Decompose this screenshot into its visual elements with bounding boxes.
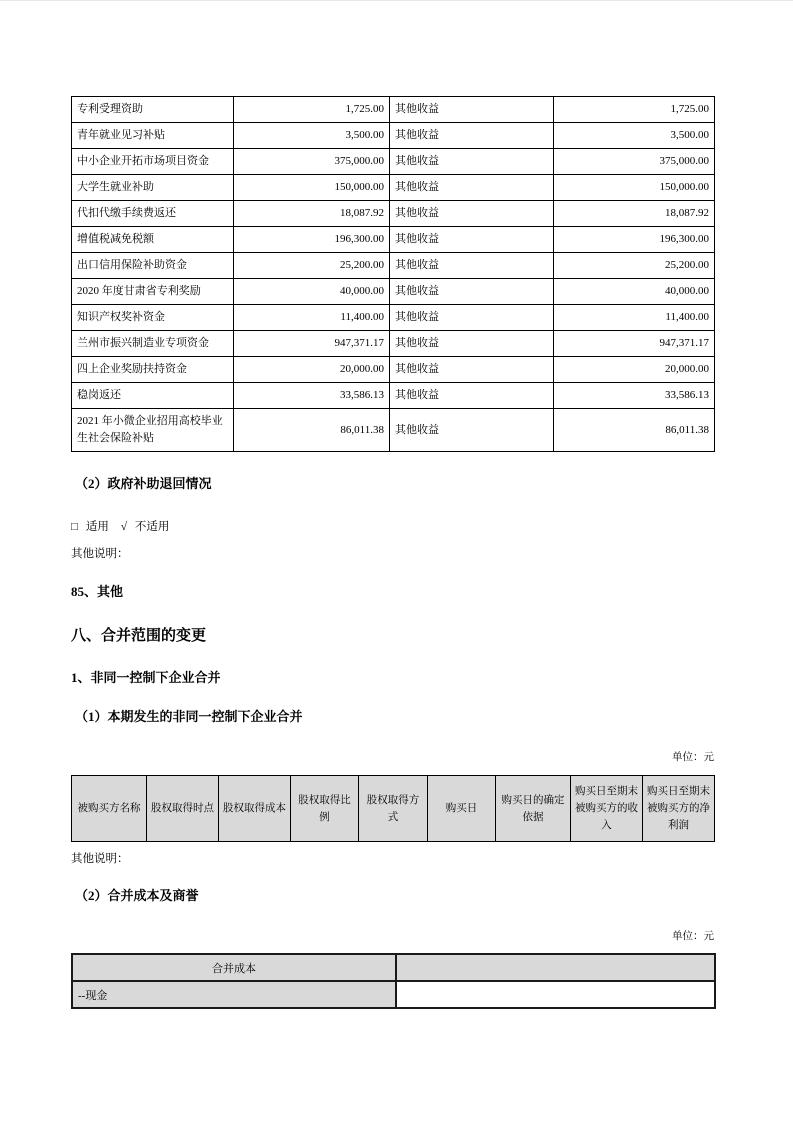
applicability-line <box>71 520 714 535</box>
merger-cost-table <box>71 953 716 1009</box>
subsidy-amount: 150,000.00 <box>234 175 390 201</box>
not-applicable-label: 不适用 <box>134 521 170 533</box>
table-row <box>72 331 715 357</box>
subsidy-amount: 947,371.17 <box>234 331 390 357</box>
subsidy-related-amount: 86,011.38 <box>554 409 715 452</box>
merger-cost-item-cash: --现金 <box>72 981 396 1008</box>
table-row <box>72 227 715 253</box>
other-note-label: 其他说明： <box>71 548 129 560</box>
subsidy-related-amount: 947,371.17 <box>554 331 715 357</box>
subsidy-name: 大学生就业补助 <box>72 175 234 201</box>
subsidy-amount: 196,300.00 <box>234 227 390 253</box>
subsidy-category: 其他收益 <box>390 175 554 201</box>
subsection-title-merger-cost-goodwill: （2）合并成本及商誉 <box>75 888 199 903</box>
subsidy-name: 2021 年小微企业招用高校毕业生社会保险补贴 <box>72 409 234 452</box>
table-row <box>72 175 715 201</box>
subsidy-name: 青年就业见习补贴 <box>72 123 234 149</box>
column-header-equity-acquire-method: 股权取得方式 <box>359 776 428 842</box>
subsidy-related-amount: 11,400.00 <box>554 305 715 331</box>
subsidy-category: 其他收益 <box>390 409 554 452</box>
subsidy-name: 兰州市振兴制造业专项资金 <box>72 331 234 357</box>
table-row <box>72 357 715 383</box>
table-header-row <box>72 954 715 981</box>
subsidy-amount: 3,500.00 <box>234 123 390 149</box>
chapter-title-scope-change: 八、合并范围的变更 <box>71 628 207 644</box>
subsidy-amount: 40,000.00 <box>234 279 390 305</box>
subsidy-amount: 375,000.00 <box>234 149 390 175</box>
subsidy-name: 2020 年度甘肃省专利奖励 <box>72 279 234 305</box>
subsidy-category: 其他收益 <box>390 383 554 409</box>
subsidy-related-amount: 25,200.00 <box>554 253 715 279</box>
subsidy-amount: 86,011.38 <box>234 409 390 452</box>
subsidy-name: 代扣代缴手续费返还 <box>72 201 234 227</box>
subsidy-related-amount: 33,586.13 <box>554 383 715 409</box>
table-row <box>72 981 715 1008</box>
subsidy-related-amount: 150,000.00 <box>554 175 715 201</box>
checkbox-unchecked-icon: □ <box>71 521 78 533</box>
subsidy-related-amount: 18,087.92 <box>554 201 715 227</box>
subsidy-category: 其他收益 <box>390 201 554 227</box>
subsidy-amount: 33,586.13 <box>234 383 390 409</box>
subsidy-amount: 20,000.00 <box>234 357 390 383</box>
subsidy-related-amount: 196,300.00 <box>554 227 715 253</box>
page-content <box>71 96 714 1009</box>
subsidy-category: 其他收益 <box>390 253 554 279</box>
subsidy-name: 中小企业开拓市场项目资金 <box>72 149 234 175</box>
subsidy-amount: 18,087.92 <box>234 201 390 227</box>
subsidy-category: 其他收益 <box>390 279 554 305</box>
column-header-purchase-date-basis: 购买日的确定依据 <box>496 776 571 842</box>
subsection-title-business-combination: 1、非同一控制下企业合并 <box>71 670 221 685</box>
merger-cost-header-value <box>396 954 715 981</box>
merger-cost-item-cash-value <box>396 981 715 1008</box>
section-title-other: 85、其他 <box>71 584 124 599</box>
subsidy-category: 其他收益 <box>390 357 554 383</box>
merger-cost-header: 合并成本 <box>72 954 396 981</box>
subsidy-related-amount: 3,500.00 <box>554 123 715 149</box>
subsidy-category: 其他收益 <box>390 227 554 253</box>
business-combination-table <box>71 775 715 842</box>
column-header-equity-acquire-ratio: 股权取得比例 <box>291 776 359 842</box>
table-row <box>72 305 715 331</box>
unit-label-2: 单位：元 <box>672 931 714 942</box>
table-row <box>72 123 715 149</box>
subsidy-category: 其他收益 <box>390 149 554 175</box>
subsidy-category: 其他收益 <box>390 123 554 149</box>
table-row <box>72 97 715 123</box>
table-row <box>72 279 715 305</box>
table-header-row <box>72 776 715 842</box>
column-header-equity-acquire-time: 股权取得时点 <box>147 776 219 842</box>
subsection-title-current-combination: （1）本期发生的非同一控制下企业合并 <box>75 709 303 724</box>
subsidy-related-amount: 40,000.00 <box>554 279 715 305</box>
subsidy-category: 其他收益 <box>390 305 554 331</box>
column-header-acquiree-revenue: 购买日至期末被购买方的收入 <box>571 776 643 842</box>
table-row <box>72 201 715 227</box>
applicable-label: 适用 <box>85 521 109 533</box>
subsidy-amount: 11,400.00 <box>234 305 390 331</box>
unit-label: 单位：元 <box>672 752 714 763</box>
subsidy-name: 四上企业奖励扶持资金 <box>72 357 234 383</box>
subsidy-name: 增值税减免税额 <box>72 227 234 253</box>
section-title-subsidy-refund: （2）政府补助退回情况 <box>75 476 212 491</box>
subsidy-amount: 1,725.00 <box>234 97 390 123</box>
government-subsidy-table <box>71 96 715 452</box>
subsidy-related-amount: 20,000.00 <box>554 357 715 383</box>
column-header-purchase-date: 购买日 <box>428 776 496 842</box>
subsidy-related-amount: 375,000.00 <box>554 149 715 175</box>
subsidy-category: 其他收益 <box>390 97 554 123</box>
table-row <box>72 409 715 452</box>
table-row <box>72 253 715 279</box>
subsidy-name: 专利受理资助 <box>72 97 234 123</box>
table-row <box>72 383 715 409</box>
check-mark-icon: √ <box>120 521 128 533</box>
column-header-acquiree-name: 被购买方名称 <box>72 776 147 842</box>
subsidy-related-amount: 1,725.00 <box>554 97 715 123</box>
subsidy-category: 其他收益 <box>390 331 554 357</box>
table-row <box>72 149 715 175</box>
subsidy-amount: 25,200.00 <box>234 253 390 279</box>
subsidy-name: 知识产权奖补资金 <box>72 305 234 331</box>
other-note-label-2: 其他说明： <box>71 853 129 865</box>
subsidy-name: 稳岗返还 <box>72 383 234 409</box>
column-header-equity-acquire-cost: 股权取得成本 <box>219 776 291 842</box>
subsidy-name: 出口信用保险补助资金 <box>72 253 234 279</box>
column-header-acquiree-net-profit: 购买日至期末被购买方的净利润 <box>643 776 715 842</box>
